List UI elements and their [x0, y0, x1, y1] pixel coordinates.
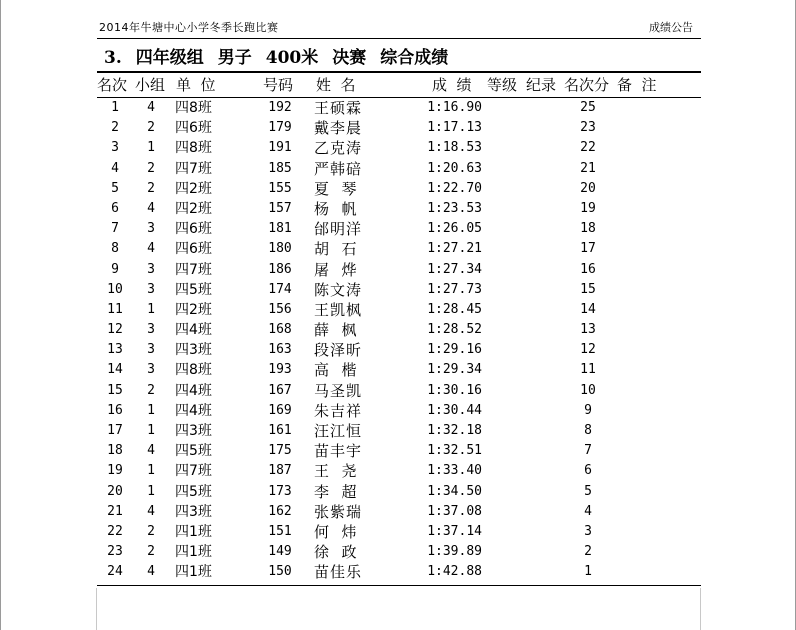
cell-unit: 四6班 [175, 120, 212, 137]
title-group: 四年级组 [135, 48, 204, 68]
cell-result: 1:29.34 [427, 362, 482, 378]
cell-points: 1 [584, 564, 592, 580]
cell-points: 10 [580, 382, 596, 398]
table-row [0, 98, 796, 118]
table-row [0, 360, 796, 380]
cell-group: 1 [147, 402, 155, 418]
cell-name: 陈文涛 [314, 280, 363, 299]
cell-result: 1:26.05 [427, 221, 482, 237]
cell-points: 25 [580, 100, 596, 115]
table-row [0, 260, 796, 280]
cell-points: 17 [580, 241, 596, 257]
cell-unit: 四2班 [175, 180, 212, 197]
cell-group: 2 [147, 544, 155, 560]
cell-name: 朱吉祥 [314, 401, 363, 420]
cell-group: 2 [147, 382, 155, 398]
cell-bib: 174 [268, 281, 292, 297]
col-header-grade: 等级 [487, 76, 518, 94]
cell-points: 9 [584, 402, 592, 418]
cell-name: 马圣凯 [314, 381, 363, 400]
cell-result: 1:34.50 [427, 483, 482, 499]
cell-points: 4 [584, 503, 592, 519]
cell-points: 23 [580, 120, 596, 136]
cell-unit: 四6班 [175, 241, 212, 258]
cell-group: 4 [147, 503, 155, 519]
cell-group: 3 [147, 261, 155, 277]
cell-bib: 169 [268, 402, 292, 418]
cell-bib: 161 [268, 423, 292, 438]
cell-unit: 四5班 [175, 483, 212, 500]
title-gender: 男子 [217, 48, 252, 68]
cell-rank: 20 [107, 483, 123, 499]
cell-group: 2 [147, 120, 155, 136]
cell-points: 16 [580, 261, 596, 277]
cell-result: 1:39.89 [427, 544, 482, 560]
cell-name: 段泽昕 [314, 341, 363, 360]
cell-rank: 17 [107, 423, 123, 438]
cell-result: 1:16.90 [427, 100, 482, 115]
cell-name: 屠 烨 [314, 260, 358, 279]
cell-rank: 22 [107, 523, 123, 539]
cell-group: 1 [147, 463, 155, 479]
cell-rank: 18 [107, 443, 123, 459]
cell-name: 戴李晨 [314, 119, 363, 138]
cell-group: 2 [147, 523, 155, 539]
cell-unit: 四1班 [175, 523, 212, 540]
cell-bib: 186 [268, 261, 292, 277]
col-header-record: 纪录 [526, 76, 557, 94]
cell-bib: 149 [268, 544, 292, 560]
cell-rank: 21 [107, 503, 123, 519]
cell-bib: 180 [268, 241, 292, 257]
title-round: 决赛 [332, 48, 367, 68]
cell-points: 21 [580, 160, 596, 176]
header-rule [97, 38, 701, 39]
cell-unit: 四3班 [175, 423, 212, 439]
header-notice: 成绩公告 [649, 21, 693, 34]
cell-result: 1:22.70 [427, 180, 482, 196]
cell-points: 2 [584, 544, 592, 560]
cell-points: 22 [580, 140, 596, 156]
title-distance: 400米 [265, 48, 319, 68]
cell-rank: 15 [107, 382, 123, 398]
cell-name: 王凯枫 [314, 300, 363, 319]
table-row [0, 300, 796, 320]
cell-bib: 150 [268, 564, 292, 580]
cell-rank: 9 [111, 261, 119, 277]
cell-result: 1:30.16 [427, 382, 482, 398]
cell-unit: 四8班 [175, 362, 212, 379]
cell-unit: 四3班 [175, 503, 212, 520]
cell-rank: 14 [107, 362, 123, 378]
cell-unit: 四7班 [175, 160, 212, 177]
cell-result: 1:28.45 [427, 301, 482, 317]
cell-result: 1:28.52 [427, 322, 482, 338]
table-row [0, 401, 796, 421]
cell-rank: 5 [111, 180, 119, 196]
cell-bib: 163 [268, 342, 292, 358]
cell-name: 苗佳乐 [314, 563, 363, 582]
cell-rank: 10 [107, 281, 123, 297]
cell-unit: 四3班 [175, 342, 212, 359]
cell-name: 王硕霖 [314, 99, 363, 117]
cell-bib: 179 [268, 120, 292, 136]
cell-group: 4 [147, 443, 155, 459]
cell-points: 11 [580, 362, 596, 378]
cell-bib: 185 [268, 160, 292, 176]
cell-points: 7 [584, 443, 592, 459]
cell-points: 5 [584, 483, 592, 499]
cell-bib: 187 [268, 463, 292, 479]
title-rule [97, 71, 701, 73]
cell-group: 1 [147, 140, 155, 156]
col-header-remark: 备 注 [617, 76, 657, 94]
cell-points: 18 [580, 221, 596, 237]
cell-name: 胡 石 [314, 240, 358, 259]
cell-name: 高 楷 [314, 361, 358, 380]
results-table [0, 98, 796, 583]
cell-result: 1:27.34 [427, 261, 482, 277]
title-kind: 综合成绩 [380, 48, 449, 68]
cell-name: 邰明洋 [314, 220, 363, 239]
cell-rank: 3 [111, 140, 119, 156]
cell-name: 乙克涛 [314, 139, 363, 158]
table-row [0, 381, 796, 401]
page-title [104, 43, 462, 68]
cell-rank: 24 [107, 564, 123, 580]
cell-unit: 四1班 [175, 544, 212, 561]
cell-points: 12 [580, 342, 596, 358]
cell-bib: 191 [268, 140, 292, 156]
cell-group: 2 [147, 160, 155, 176]
cell-points: 3 [584, 523, 592, 539]
cell-bib: 193 [268, 362, 292, 378]
cell-bib: 151 [268, 523, 292, 539]
cell-group: 4 [147, 200, 155, 216]
page-left-edge [96, 588, 97, 630]
cell-unit: 四5班 [175, 281, 212, 298]
cell-group: 2 [147, 180, 155, 196]
cell-result: 1:20.63 [427, 160, 482, 176]
cell-rank: 16 [107, 402, 123, 418]
cell-unit: 四1班 [175, 564, 212, 581]
cell-result: 1:23.53 [427, 200, 482, 216]
cell-rank: 13 [107, 342, 123, 358]
col-header-unit: 单 位 [176, 76, 216, 94]
cell-points: 6 [584, 463, 592, 479]
cell-group: 3 [147, 322, 155, 338]
cell-group: 1 [147, 423, 155, 438]
cell-bib: 157 [268, 200, 292, 216]
header-event-name: 2014年牛塘中心小学冬季长跑比赛 [99, 21, 279, 34]
table-row [0, 219, 796, 239]
cell-result: 1:42.88 [427, 564, 482, 580]
cell-points: 13 [580, 322, 596, 338]
cell-bib: 168 [268, 322, 292, 338]
cell-rank: 12 [107, 322, 123, 338]
cell-unit: 四4班 [175, 322, 212, 339]
cell-group: 3 [147, 281, 155, 297]
cell-result: 1:17.13 [427, 120, 482, 136]
cell-name: 李 超 [314, 482, 358, 501]
cell-name: 王 尧 [314, 462, 358, 481]
cell-result: 1:32.51 [427, 443, 482, 459]
table-row [0, 441, 796, 461]
cell-points: 19 [580, 200, 596, 216]
cell-name: 何 炜 [314, 522, 358, 541]
col-header-name: 姓 名 [316, 76, 356, 94]
cell-bib: 175 [268, 443, 292, 459]
cell-name: 夏 琴 [314, 179, 358, 198]
table-row [0, 118, 796, 138]
cell-result: 1:29.16 [427, 342, 482, 358]
table-row [0, 421, 796, 441]
cell-group: 1 [147, 301, 155, 317]
table-row [0, 138, 796, 158]
cell-rank: 4 [111, 160, 119, 176]
cell-name: 张紫瑞 [314, 502, 363, 521]
cell-result: 1:32.18 [427, 423, 482, 438]
cell-points: 14 [580, 301, 596, 317]
cell-unit: 四8班 [175, 100, 212, 116]
title-number: 3. [104, 48, 122, 68]
cell-result: 1:37.08 [427, 503, 482, 519]
cell-group: 3 [147, 362, 155, 378]
cell-group: 4 [147, 100, 155, 115]
table-row [0, 340, 796, 360]
table-row [0, 280, 796, 300]
cell-points: 8 [584, 423, 592, 438]
cell-rank: 2 [111, 120, 119, 136]
cell-points: 20 [580, 180, 596, 196]
col-header-rank: 名次 [97, 76, 128, 94]
cell-name: 徐 政 [314, 543, 358, 562]
table-row [0, 522, 796, 542]
cell-result: 1:33.40 [427, 463, 482, 479]
table-row [0, 320, 796, 340]
cell-bib: 156 [268, 301, 292, 317]
cell-unit: 四4班 [175, 382, 212, 399]
cell-bib: 173 [268, 483, 292, 499]
cell-result: 1:30.44 [427, 402, 482, 418]
cell-unit: 四2班 [175, 200, 212, 217]
cell-group: 4 [147, 241, 155, 257]
page-right-edge [700, 588, 701, 630]
cell-rank: 7 [111, 221, 119, 237]
cell-bib: 167 [268, 382, 292, 398]
table-row [0, 199, 796, 219]
cell-unit: 四2班 [175, 301, 212, 318]
cell-name: 汪江恒 [314, 422, 363, 440]
cell-rank: 11 [107, 301, 123, 317]
table-row [0, 562, 796, 582]
col-header-bib: 号码 [263, 76, 294, 94]
cell-rank: 23 [107, 544, 123, 560]
cell-name: 薛 枫 [314, 321, 358, 340]
cell-group: 4 [147, 564, 155, 580]
cell-bib: 192 [268, 100, 292, 115]
cell-unit: 四7班 [175, 463, 212, 480]
cell-points: 15 [580, 281, 596, 297]
table-row [0, 179, 796, 199]
cell-name: 苗丰宇 [314, 442, 363, 461]
cell-result: 1:27.73 [427, 281, 482, 297]
cell-unit: 四4班 [175, 402, 212, 419]
cell-bib: 155 [268, 180, 292, 196]
cell-group: 3 [147, 342, 155, 358]
cell-group: 3 [147, 221, 155, 237]
cell-result: 1:18.53 [427, 140, 482, 156]
table-bottom-rule [97, 585, 701, 586]
cell-result: 1:27.21 [427, 241, 482, 257]
table-row [0, 482, 796, 502]
cell-unit: 四6班 [175, 221, 212, 238]
table-row [0, 542, 796, 562]
cell-name: 严韩碚 [314, 159, 363, 178]
table-row [0, 159, 796, 179]
cell-unit: 四8班 [175, 140, 212, 157]
cell-rank: 8 [111, 241, 119, 257]
cell-unit: 四7班 [175, 261, 212, 278]
cell-name: 杨 帆 [314, 199, 358, 218]
col-header-result: 成 绩 [432, 76, 472, 94]
table-row [0, 461, 796, 481]
cell-rank: 19 [107, 463, 123, 479]
cell-bib: 181 [268, 221, 292, 237]
cell-rank: 1 [111, 100, 119, 115]
cell-group: 1 [147, 483, 155, 499]
table-row [0, 502, 796, 522]
col-header-points: 名次分 [564, 76, 610, 94]
table-row [0, 239, 796, 259]
cell-rank: 6 [111, 200, 119, 216]
col-header-group: 小组 [135, 76, 166, 94]
cell-bib: 162 [268, 503, 292, 519]
cell-result: 1:37.14 [427, 523, 482, 539]
cell-unit: 四5班 [175, 443, 212, 460]
